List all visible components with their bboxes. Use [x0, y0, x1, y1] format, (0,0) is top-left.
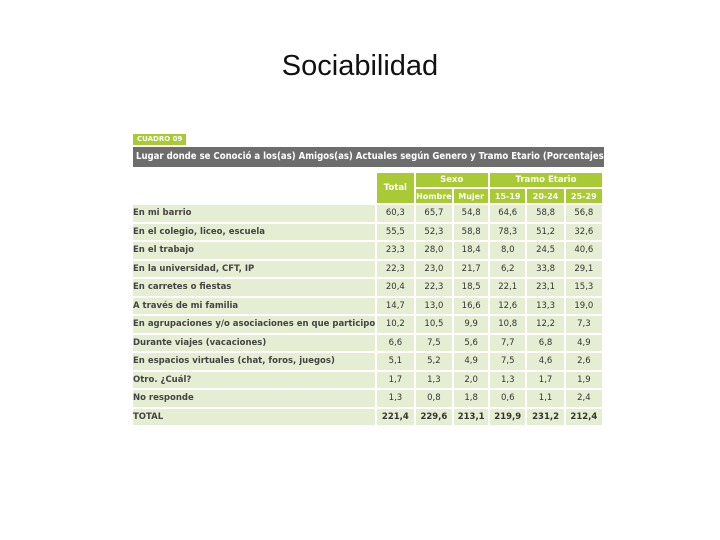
- table-cell: 10,5: [416, 316, 453, 333]
- header-tramo-etario: Tramo Etario: [490, 173, 602, 187]
- table-cell: 1,9: [566, 372, 602, 389]
- table-cell: 60,3: [377, 205, 413, 222]
- table-cell: 1,3: [377, 390, 413, 407]
- table-row: [133, 279, 602, 296]
- table-cell: 7,5: [416, 335, 453, 352]
- table-cell: 15,3: [566, 279, 602, 296]
- figure-tag: CUADRO 09: [133, 134, 186, 145]
- table-cell: 229,6: [416, 409, 453, 426]
- table-cell: 64,6: [490, 205, 525, 222]
- row-label: En espacios virtuales (chat, foros, juegos): [133, 353, 375, 370]
- table-cell: 22,3: [377, 261, 413, 278]
- table-cell: 10,8: [490, 316, 525, 333]
- table-cell: 1,7: [377, 372, 413, 389]
- table-row: [133, 242, 602, 259]
- row-label: A través de mi familia: [133, 298, 375, 315]
- table-cell: 51,2: [527, 224, 563, 241]
- table-cell: 5,2: [416, 353, 453, 370]
- table-row: [133, 372, 602, 389]
- table-cell: 219,9: [490, 409, 525, 426]
- table-cell: 28,0: [416, 242, 453, 259]
- header-hombre: Hombre: [416, 189, 453, 203]
- table-cell: 21,7: [454, 261, 488, 278]
- table-cell: 23,3: [377, 242, 413, 259]
- page-title: Sociabilidad: [281, 50, 439, 82]
- table-cell: 6,2: [490, 261, 525, 278]
- table-cell: 23,0: [416, 261, 453, 278]
- table-cell: 55,5: [377, 224, 413, 241]
- table-cell: 5,6: [454, 335, 488, 352]
- table-cell: 18,4: [454, 242, 488, 259]
- table-row: [133, 335, 602, 352]
- table-row: [133, 409, 602, 426]
- table-row: [133, 390, 602, 407]
- table-cell: 4,9: [566, 335, 602, 352]
- table-cell: 6,8: [527, 335, 563, 352]
- table-cell: 4,6: [527, 353, 563, 370]
- table-cell: 7,5: [490, 353, 525, 370]
- table-cell: 0,6: [490, 390, 525, 407]
- row-label: Durante viajes (vacaciones): [133, 335, 375, 352]
- table-row: [133, 353, 602, 370]
- table-cell: 1,3: [416, 372, 453, 389]
- table-cell: 1,1: [527, 390, 563, 407]
- row-label: TOTAL: [133, 409, 375, 426]
- table-cell: 1,8: [454, 390, 488, 407]
- header-age-25-29: 25-29: [566, 189, 602, 203]
- table-cell: 213,1: [454, 409, 488, 426]
- row-label: En el trabajo: [133, 242, 375, 259]
- table-row: [133, 205, 602, 222]
- table-cell: 12,2: [527, 316, 563, 333]
- table-cell: 22,3: [416, 279, 453, 296]
- table-cell: 221,4: [377, 409, 413, 426]
- table-cell: 9,9: [454, 316, 488, 333]
- table-cell: 10,2: [377, 316, 413, 333]
- header-mujer: Mujer: [454, 189, 488, 203]
- row-label: No responde: [133, 390, 375, 407]
- table-cell: 14,7: [377, 298, 413, 315]
- data-table: [131, 171, 604, 427]
- row-label: En mi barrio: [133, 205, 375, 222]
- table-cell: 231,2: [527, 409, 563, 426]
- table-cell: 212,4: [566, 409, 602, 426]
- table-cell: 2,6: [566, 353, 602, 370]
- table-cell: 33,8: [527, 261, 563, 278]
- table-cell: 78,3: [490, 224, 525, 241]
- table-cell: 19,0: [566, 298, 602, 315]
- table-row: [133, 316, 602, 333]
- figure-table: [133, 128, 608, 427]
- table-body: [133, 205, 602, 425]
- header-blank: [133, 173, 375, 203]
- table-cell: 32,6: [566, 224, 602, 241]
- table-cell: 6,6: [377, 335, 413, 352]
- table-cell: 8,0: [490, 242, 525, 259]
- table-cell: 24,5: [527, 242, 563, 259]
- header-age-15-19: 15-19: [490, 189, 525, 203]
- header-sexo: Sexo: [416, 173, 489, 187]
- table-cell: 0,8: [416, 390, 453, 407]
- table-cell: 13,0: [416, 298, 453, 315]
- table-cell: 58,8: [527, 205, 563, 222]
- table-cell: 52,3: [416, 224, 453, 241]
- table-cell: 7,7: [490, 335, 525, 352]
- table-row: [133, 261, 602, 278]
- table-cell: 2,0: [454, 372, 488, 389]
- table-row: [133, 298, 602, 315]
- table-cell: 4,9: [454, 353, 488, 370]
- row-label: En el colegio, liceo, escuela: [133, 224, 375, 241]
- table-cell: 5,1: [377, 353, 413, 370]
- table-cell: 40,6: [566, 242, 602, 259]
- table-cell: 12,6: [490, 298, 525, 315]
- table-cell: 1,7: [527, 372, 563, 389]
- table-cell: 18,5: [454, 279, 488, 296]
- row-label: En agrupaciones y/o asociaciones en que participo: [133, 316, 375, 333]
- table-cell: 58,8: [454, 224, 488, 241]
- table-cell: 7,3: [566, 316, 602, 333]
- header-age-20-24: 20-24: [527, 189, 563, 203]
- table-cell: 22,1: [490, 279, 525, 296]
- table-cell: 65,7: [416, 205, 453, 222]
- table-cell: 29,1: [566, 261, 602, 278]
- table-cell: 13,3: [527, 298, 563, 315]
- table-cell: 1,3: [490, 372, 525, 389]
- header-total: Total: [377, 173, 413, 203]
- table-cell: 16,6: [454, 298, 488, 315]
- row-label: Otro. ¿Cuál?: [133, 372, 375, 389]
- table-cell: 56,8: [566, 205, 602, 222]
- table-cell: 20,4: [377, 279, 413, 296]
- table-cell: 2,4: [566, 390, 602, 407]
- row-label: En la universidad, CFT, IP: [133, 261, 375, 278]
- table-row: [133, 224, 602, 241]
- table-cell: 54,8: [454, 205, 488, 222]
- figure-caption: Lugar donde se Conoció a los(as) Amigos(as) Actuales según Genero y Tramo Etario (Porcentajes): [133, 147, 604, 167]
- row-label: En carretes o fiestas: [133, 279, 375, 296]
- table-cell: 23,1: [527, 279, 563, 296]
